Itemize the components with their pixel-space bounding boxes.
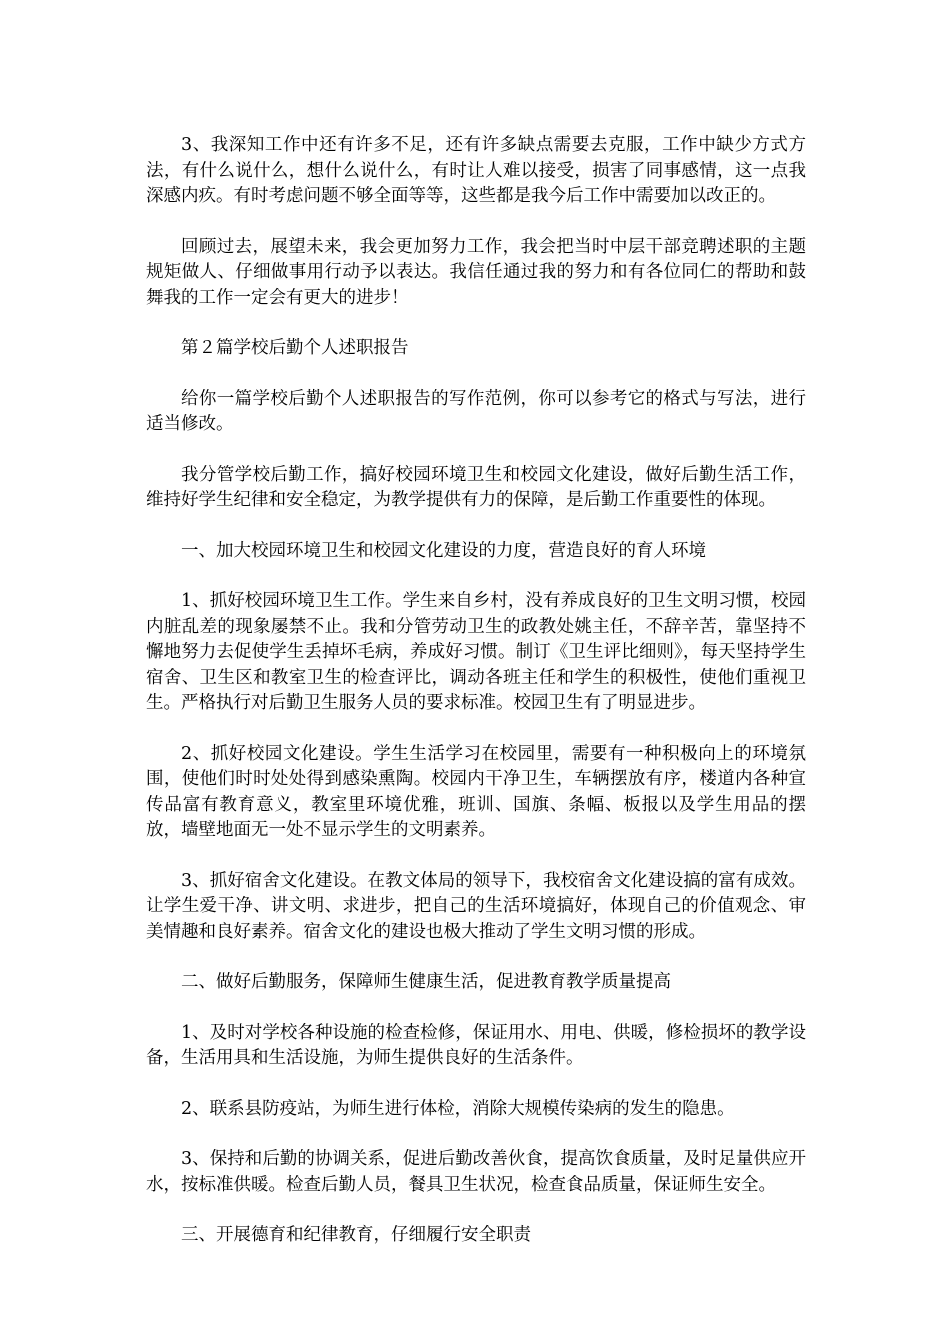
- paragraph-intro: 给你一篇学校后勤个人述职报告的写作范例，你可以参考它的格式与写法，进行适当修改。: [146, 388, 806, 434]
- article-title: 第２篇学校后勤个人述职报告: [181, 338, 409, 358]
- paragraph-facilities: 1、及时对学校各种设施的检查检修，保证用水、用电、供暖，修检损坏的教学设备，生活用具和生活设施，为师生提供良好的生活条件。: [146, 1022, 806, 1068]
- document-page: [146, 133, 806, 1274]
- paragraph-responsibilities: 我分管学校后勤工作，搞好校园环境卫生和校园文化建设，做好后勤生活工作，维持好学生纪律和安全稳定，为教学提供有力的保障，是后勤工作重要性的体现。: [146, 464, 806, 510]
- paragraph-logistics-relations: 3、保持和后勤的协调关系，促进后勤改善伙食，提高饮食质量，及时足量供应开水，按标准供暖。检查后勤人员，餐具卫生状况，检查食品质量，保证师生安全。: [146, 1149, 806, 1195]
- section-heading-3: 三、开展德育和纪律教育，仔细履行安全职责: [181, 1225, 531, 1245]
- paragraph-shortcomings: 3、我深知工作中还有许多不足，还有许多缺点需要去克服，工作中缺少方式方法，有什么说什么，想什么说什么，有时让人难以接受，损害了同事感情，这一点我深感内疚。有时考虑问题不够全面等等，这些都是我今后工作中需要加以改正的。: [146, 135, 806, 206]
- paragraph-looking-back: 回顾过去，展望未来，我会更加努力工作，我会把当时中层干部竞聘述职的主题规矩做人、仔细做事用行动予以表达。我信任通过我的努力和有各位同仁的帮助和鼓舞我的工作一定会有更大的进步！: [146, 236, 806, 308]
- section-heading-1: 一、加大校园环境卫生和校园文化建设的力度，营造良好的育人环境: [181, 540, 706, 561]
- paragraph-health-check: 2、联系县防疫站，为师生进行体检，消除大规模传染病的发生的隐患。: [181, 1098, 735, 1119]
- paragraph-dormitory-culture: 3、抓好宿舍文化建设。在教文体局的领导下，我校宿舍文化建设搞的富有成效。让学生爱干净、讲文明、求进步，把自己的生活环境搞好，体现自己的价值观念、审美情趣和良好素养。宿舍文化的建设也极大推动了学生文明习惯的形成。: [146, 870, 806, 942]
- section-heading-2: 二、做好后勤服务，保障师生健康生活，促进教育教学质量提高: [181, 972, 671, 992]
- paragraph-hygiene: 1、抓好校园环境卫生工作。学生来自乡村，没有养成良好的卫生文明习惯，校园内脏乱差的现象屡禁不止。我和分管劳动卫生的政教处姚主任，不辞辛苦，靠坚持不懈地努力去促使学生丢掉坏毛病，养成好习惯。制订《卫生评比细则》，每天坚持学生宿舍、卫生区和教室卫生的检查评比，调动各班主任和学生的积极性，使他们重视卫生。严格执行对后勤卫生服务人员的要求标准。校园卫生有了明显进步。: [146, 591, 806, 713]
- paragraph-campus-culture: 2、抓好校园文化建设。学生生活学习在校园里，需要有一种积极向上的环境氛围，使他们时时处处得到感染熏陶。校园内干净卫生，车辆摆放有序，楼道内各种宣传品富有教育意义，教室里环境优雅，班训、国旗、条幅、板报以及学生用品的摆放，墙壁地面无一处不显示学生的文明素养。: [146, 743, 806, 840]
